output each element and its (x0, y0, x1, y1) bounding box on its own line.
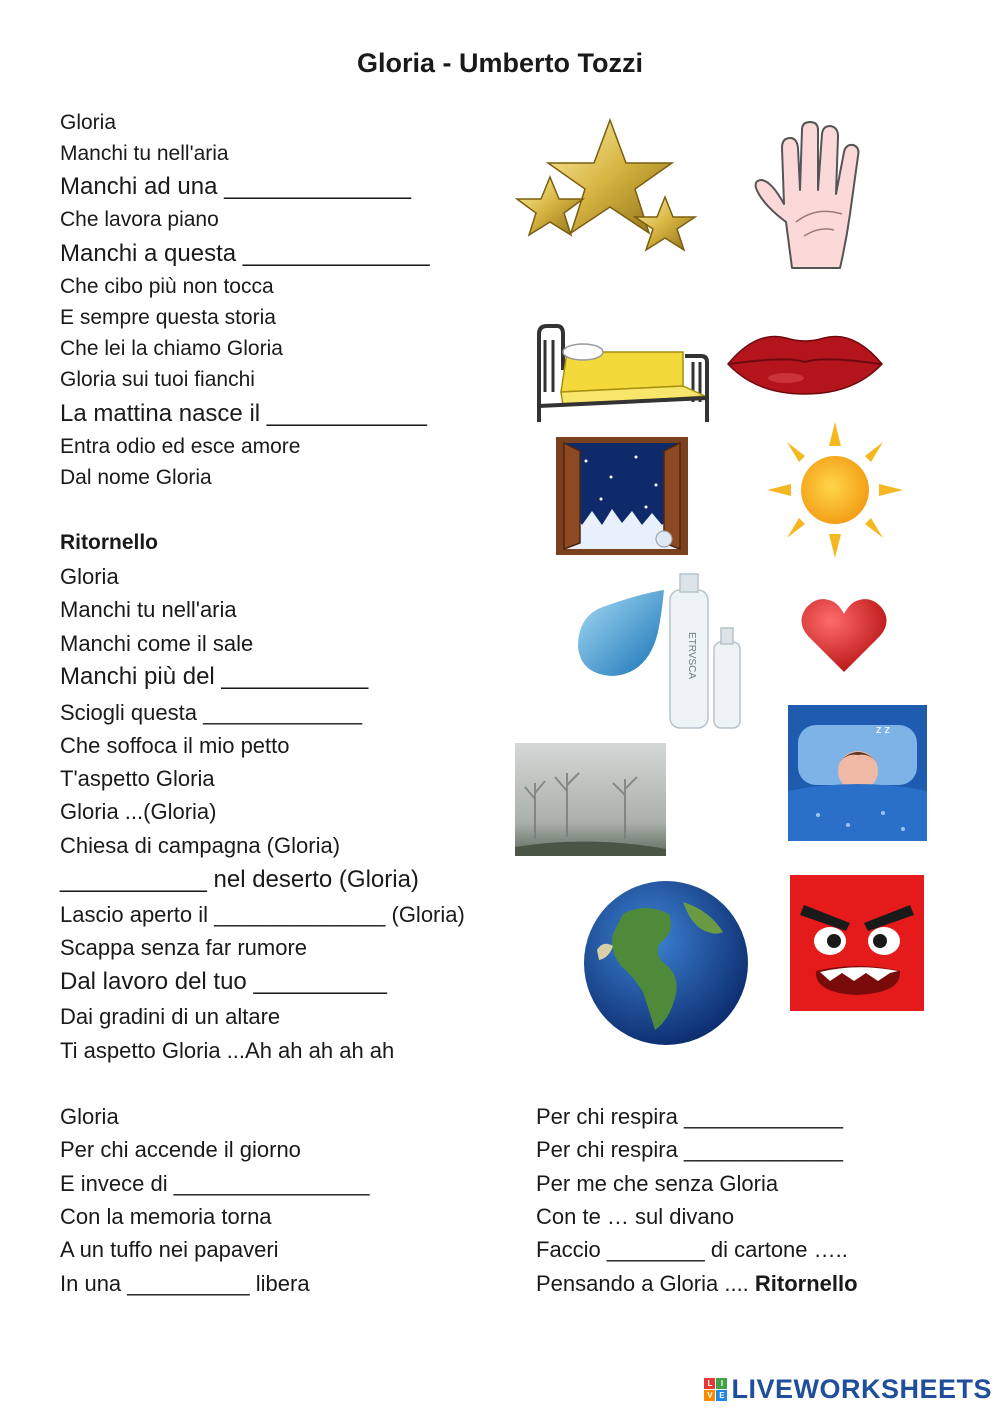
brand-letter: I (716, 1378, 727, 1389)
verse2-right-line: Faccio ________ di cartone ….. (536, 1237, 848, 1262)
verse2-left-line: Per chi accende il giorno (60, 1137, 301, 1162)
svg-text:z z: z z (876, 724, 891, 736)
chorus-line: Dal lavoro del tuo __________ (60, 968, 387, 995)
water-picture[interactable] (578, 572, 750, 732)
fog-picture[interactable] (515, 743, 666, 856)
chorus-line: Manchi più del ___________ (60, 663, 369, 690)
verse2-left-line: E invece di ________________ (60, 1171, 370, 1196)
stars-picture[interactable] (515, 115, 700, 265)
angry-face-picture[interactable] (790, 875, 924, 1011)
verse2-left-line: Gloria (60, 1104, 119, 1129)
chorus-line: ___________ nel deserto (Gloria) (60, 866, 419, 893)
brand-letter: V (704, 1390, 715, 1401)
sun-picture[interactable] (765, 420, 905, 560)
verse2-left-line: In una __________ libera (60, 1271, 310, 1296)
hand-picture[interactable] (752, 118, 880, 276)
verse1-line: Che cibo più non tocca (60, 275, 274, 298)
verse2-right-line: Per chi respira _____________ (536, 1137, 844, 1162)
verse1-line: Manchi tu nell'aria (60, 142, 229, 165)
verse1-line: Manchi ad una ______________ (60, 173, 411, 200)
verse1-line: Gloria (60, 111, 117, 134)
verse2-right-line (536, 1271, 858, 1297)
ritornello-label: Ritornello (754, 1271, 858, 1296)
chorus-line: Lascio aperto il ______________ (Gloria) (60, 902, 465, 927)
bottle-label: ETRVSCA (686, 632, 697, 680)
chorus-line: Sciogli questa _____________ (60, 700, 363, 725)
brand-letter: E (716, 1390, 727, 1401)
page-title: Gloria - Umberto Tozzi (356, 48, 643, 78)
verse1-line: Che lavora piano (60, 208, 219, 231)
verse1-line: Manchi a questa ______________ (60, 240, 430, 267)
chorus-heading: Ritornello (60, 531, 158, 554)
sleeping-picture[interactable] (788, 705, 927, 841)
verse1-line: Che lei la chiamo Gloria (60, 337, 283, 360)
verse2-left-line: A un tuffo nei papaveri (60, 1237, 279, 1262)
verse1-line: Entra odio ed esce amore (60, 435, 301, 458)
chorus-line: Dai gradini di un altare (60, 1004, 281, 1029)
chorus-line: Manchi come il sale (60, 631, 254, 656)
verse1-line: La mattina nasce il ____________ (60, 400, 427, 427)
chorus-line: Manchi tu nell'aria (60, 597, 237, 622)
verse1-line: Dal nome Gloria (60, 466, 212, 489)
verse2-right-line: Per chi respira _____________ (536, 1104, 844, 1129)
liveworksheets-logo (704, 1374, 992, 1405)
brand-text: LIVEWORKSHEETS (731, 1374, 992, 1404)
verse2-right-line: Per me che senza Gloria (536, 1171, 779, 1196)
verse1-line: E sempre questa storia (60, 306, 276, 329)
earth-picture[interactable] (583, 880, 749, 1046)
chorus-line: T'aspetto Gloria (60, 766, 215, 791)
heart-picture[interactable] (800, 596, 888, 674)
verse2-right-line: Con te … sul divano (536, 1204, 735, 1229)
chorus-line: Che soffoca il mio petto (60, 733, 290, 758)
bed-picture[interactable] (533, 322, 711, 424)
chorus-line: Gloria (60, 564, 119, 589)
window-picture[interactable] (556, 437, 688, 555)
brand-letter-grid (704, 1378, 727, 1401)
chorus-line: Chiesa di campagna (Gloria) (60, 833, 341, 858)
verse1-line: Gloria sui tuoi fianchi (60, 368, 255, 391)
brand-letter: L (704, 1378, 715, 1389)
chorus-line: Ti aspetto Gloria ...Ah ah ah ah ah (60, 1038, 395, 1063)
verse2-left-line: Con la memoria torna (60, 1204, 272, 1229)
chorus-line: Scappa senza far rumore (60, 935, 308, 960)
verse2-right-text: Pensando a Gloria .... (536, 1271, 749, 1296)
lips-picture[interactable] (726, 330, 884, 396)
chorus-line: Gloria ...(Gloria) (60, 799, 217, 824)
